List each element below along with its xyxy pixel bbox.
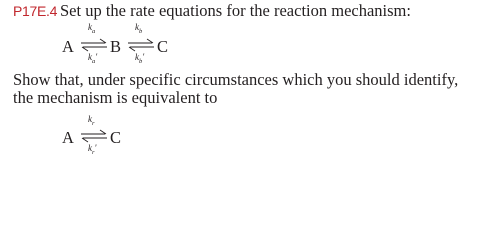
problem-body-text: Show that, under specific circumstances which you should identify, the mechanism is equivalent to (13, 70, 459, 107)
species-b: B (110, 37, 122, 56)
species-c: C (110, 128, 122, 147)
rate-constant-kb: $k_b$ (135, 22, 143, 35)
problem-statement: Set up the rate equations for the reaction mechanism: (60, 1, 411, 20)
rate-constant-ka: $k_a$ (88, 22, 96, 35)
rate-constant-kb-prime: $k_b'$ (135, 52, 145, 65)
rate-constant-kr: $k_r$ (88, 114, 95, 127)
species-a: A (62, 128, 74, 147)
species-a: A (62, 37, 74, 56)
rate-constant-ka-prime: $k_a'$ (88, 52, 98, 65)
problem-label: P17E.4 (13, 3, 58, 19)
rate-constant-kr-prime: $k_r'$ (88, 143, 97, 156)
species-c: C (157, 37, 169, 56)
